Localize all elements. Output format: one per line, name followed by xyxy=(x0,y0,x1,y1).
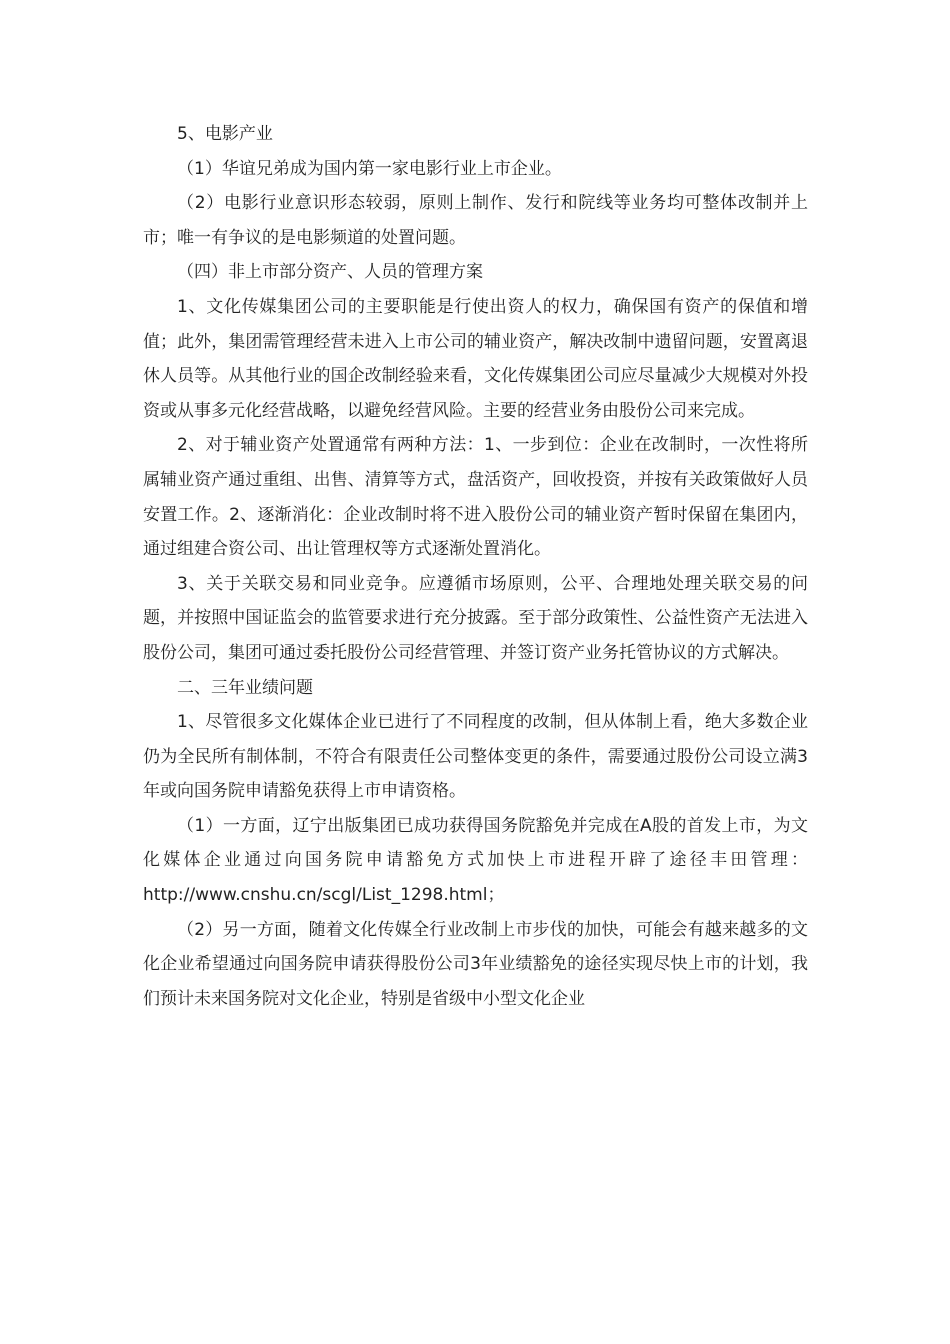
document-body xyxy=(143,117,808,1016)
section-heading-three-year-performance: 二、三年业绩问题 xyxy=(177,677,313,698)
paragraph-exemption-outlook: （2）另一方面，随着文化传媒全行业改制上市步伐的加快，可能会有越来越多的文化企业希望通过向国务院申请获得股份公司3年业绩豁免的途径实现尽快上市的计划，我们预计未来国务院对文化企业，特别是省级中小型文化企业 xyxy=(143,919,808,1009)
section-heading-film-industry: 5、电影产业 xyxy=(177,124,273,144)
paragraph-auxiliary-assets: 2、对于辅业资产处置通常有两种方法：1、一步到位：企业在改制时，一次性将所属辅业资产通过重组、出售、清算等方式，盘活资产，回收投资，并按有关政策做好人员安置工作。2、逐渐消化：企业改制时将不进入股份公司的辅业资产暂时保留在集团内，通过组建合资公司、出让管理权等方式逐渐处置消化。 xyxy=(143,435,808,560)
paragraph-film-ideology: （2）电影行业意识形态较弱，原则上制作、发行和院线等业务均可整体改制并上市；唯一有争议的是电影频道的处置问题。 xyxy=(143,193,808,248)
paragraph-huayi-brothers: （1）华谊兄弟成为国内第一家电影行业上市企业。 xyxy=(177,158,562,179)
paragraph-liaoning-publishing: （1）一方面，辽宁出版集团已成功获得国务院豁免并完成在A股的首发上市，为文化媒体企业通过向国务院申请豁免方式加快上市进程开辟了途径丰田管理：http://www.cnshu.cn/scgl/List_1298.html； xyxy=(143,815,808,906)
paragraph-related-transactions: 3、关于关联交易和同业竞争。应遵循市场原则，公平、合理地处理关联交易的问题，并按照中国证监会的监管要求进行充分披露。至于部分政策性、公益性资产无法进入股份公司，集团可通过委托股份公司经营管理、并签订资产业务托管协议的方式解决。 xyxy=(143,573,808,663)
paragraph-group-functions: 1、文化传媒集团公司的主要职能是行使出资人的权力，确保国有资产的保值和增值；此外，集团需管理经营未进入上市公司的辅业资产，解决改制中遗留问题，安置离退休人员等。从其他行业的国企改制经验来看，文化传媒集团公司应尽量减少大规模对外投资或从事多元化经营战略，以避免经营风险。主要的经营业务由股份公司来完成。 xyxy=(143,296,808,421)
paragraph-restructuring-status: 1、尽管很多文化媒体企业已进行了不同程度的改制，但从体制上看，绝大多数企业仍为全民所有制体制，不符合有限责任公司整体变更的条件，需要通过股份公司设立满3年或向国务院申请豁免获得上市申请资格。 xyxy=(143,712,808,802)
section-heading-non-listed-assets: （四）非上市部分资产、人员的管理方案 xyxy=(177,262,483,283)
